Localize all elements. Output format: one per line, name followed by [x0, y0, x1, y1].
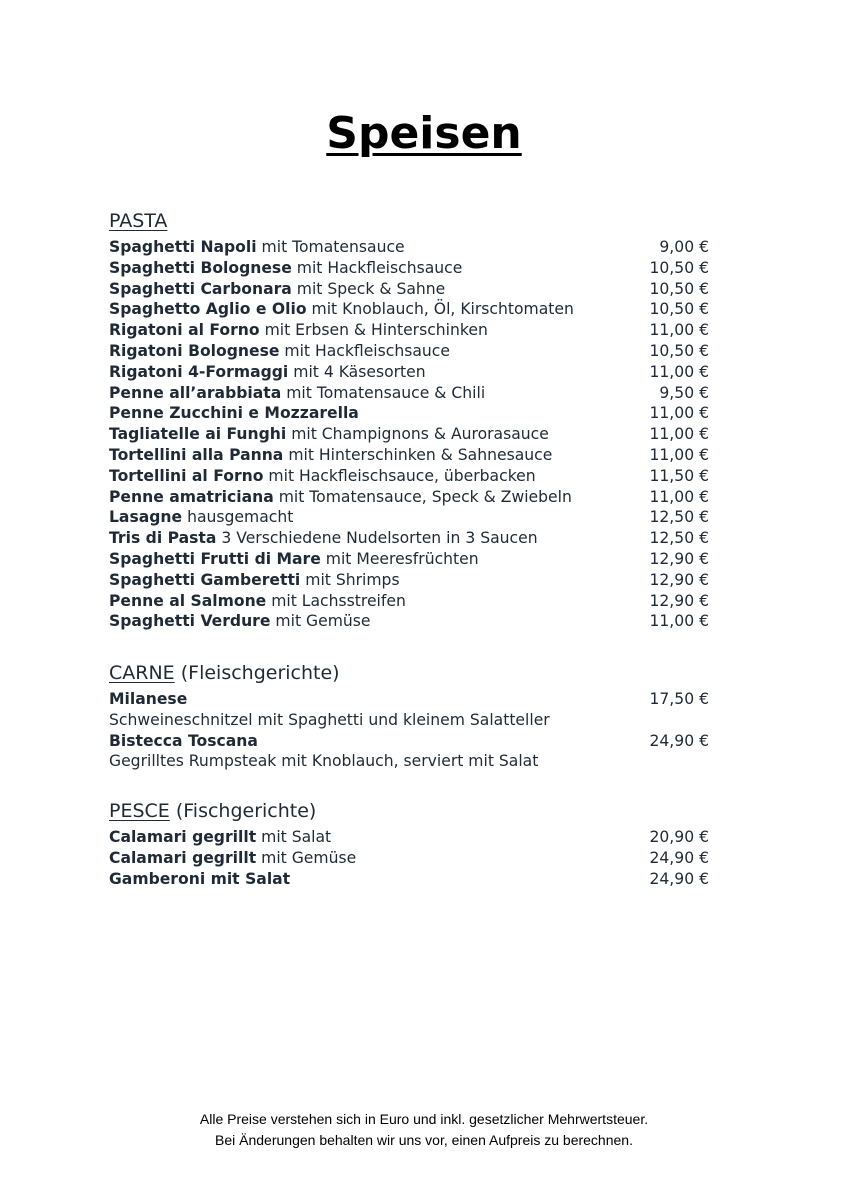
menu-item	[109, 507, 709, 528]
item-description: mit Speck & Sahne	[296, 279, 446, 298]
section-heading-pasta	[109, 209, 709, 233]
menu-item	[109, 237, 709, 258]
carne-list	[109, 689, 709, 772]
item-name: Penne Zucchini e Mozzarella	[109, 404, 359, 423]
item-description: mit Tomatensauce	[261, 238, 405, 256]
menu-item	[109, 299, 709, 320]
carne-section	[109, 661, 709, 772]
item-name: Tortellini al Forno	[109, 466, 264, 485]
item-description: mit 4 Käsesorten	[293, 362, 426, 381]
item-name: Gamberoni mit Salat	[109, 869, 291, 888]
pasta-list	[109, 237, 709, 632]
menu-item	[109, 549, 709, 570]
item-price: 24,90 €	[649, 869, 709, 888]
item-description: mit Hackfleischsauce	[284, 341, 450, 360]
footer-line-1: Alle Preise verstehen sich in Euro und inkl. gesetzlicher Mehrwertsteuer.	[199, 1111, 649, 1127]
item-description: mit Shrimps	[305, 570, 400, 589]
item-name: Rigatoni 4-Formaggi	[109, 362, 289, 381]
section-heading-carne	[109, 661, 709, 685]
item-name: Tortellini alla Panna	[109, 445, 284, 464]
item-price: 12,90 €	[649, 570, 709, 589]
footer-line-2: Bei Änderungen behalten wir uns vor, einen Aufpreis zu berechnen.	[215, 1132, 633, 1148]
menu-item	[109, 258, 709, 279]
menu-item	[109, 689, 709, 710]
item-price: 17,50 €	[649, 690, 709, 708]
item-price: 24,90 €	[649, 731, 709, 750]
item-price: 12,90 €	[649, 549, 709, 568]
pesce-list	[109, 827, 709, 889]
menu-item	[109, 487, 709, 508]
menu-item	[109, 445, 709, 466]
item-price: 10,50 €	[649, 300, 709, 319]
menu-item	[109, 827, 709, 848]
item-price: 10,50 €	[649, 341, 709, 360]
item-price: 9,00 €	[659, 238, 709, 256]
item-description: mit Erbsen & Hinterschinken	[264, 321, 488, 340]
item-description: Schweineschnitzel mit Spaghetti und kleinem Salatteller	[109, 710, 550, 729]
item-description: hausgemacht	[187, 508, 294, 527]
pasta-section	[109, 209, 709, 632]
item-price: 11,00 €	[649, 404, 709, 423]
carne-heading: CARNE	[109, 662, 175, 684]
item-price: 11,00 €	[649, 445, 709, 464]
item-price: 11,00 €	[649, 487, 709, 506]
item-description: Gegrilltes Rumpsteak mit Knoblauch, serviert mit Salat	[109, 752, 539, 771]
menu-item	[109, 362, 709, 383]
menu-item	[109, 591, 709, 612]
item-price: 12,50 €	[649, 508, 709, 527]
item-name: Spaghetto Aglio e Olio	[109, 300, 307, 319]
pesce-heading: PESCE	[109, 800, 170, 822]
item-name: Tagliatelle ai Funghi	[109, 425, 287, 444]
item-price: 12,90 €	[649, 591, 709, 610]
item-description: mit Knoblauch, Öl, Kirschtomaten	[311, 300, 574, 319]
item-description: mit Tomatensauce & Chili	[286, 383, 486, 402]
item-description: mit Tomatensauce, Speck & Zwiebeln	[278, 487, 572, 506]
item-price: 12,50 €	[649, 529, 709, 548]
item-description: mit Meeresfrüchten	[325, 549, 479, 568]
menu-item	[109, 383, 709, 404]
item-price: 11,00 €	[649, 321, 709, 340]
item-description: mit Gemüse	[275, 612, 371, 631]
item-price: 11,00 €	[649, 425, 709, 444]
item-name: Spaghetti Frutti di Mare	[109, 549, 321, 568]
item-description: mit Champignons & Aurorasauce	[291, 425, 549, 444]
item-name: Milanese	[109, 690, 188, 708]
item-description: mit Hackfleischsauce	[296, 258, 463, 277]
menu-item	[109, 570, 709, 591]
item-name: Penne al Salmone	[109, 591, 267, 610]
item-name: Spaghetti Bolognese	[109, 258, 292, 277]
item-name: Spaghetti Gamberetti	[109, 570, 301, 589]
menu-item	[109, 403, 709, 424]
item-price: 20,90 €	[649, 828, 709, 846]
item-name: Spaghetti Napoli	[109, 238, 257, 256]
section-heading-pesce	[109, 799, 709, 823]
item-price: 10,50 €	[649, 258, 709, 277]
page-title: Speisen	[326, 108, 522, 159]
item-name: Calamari gegrillt	[109, 828, 257, 846]
item-name: Rigatoni Bolognese	[109, 341, 280, 360]
pasta-heading: PASTA	[109, 210, 168, 232]
pesce-subheading: (Fischgerichte)	[175, 800, 317, 822]
item-description: mit Gemüse	[261, 848, 357, 867]
item-name: Penne all’arabbiata	[109, 383, 282, 402]
item-name: Lasagne	[109, 508, 183, 527]
menu-item	[109, 869, 709, 890]
item-name: Bistecca Toscana	[109, 731, 258, 750]
pesce-section	[109, 799, 709, 889]
item-name: Spaghetti Verdure	[109, 612, 271, 631]
item-name: Penne amatriciana	[109, 487, 274, 506]
item-description: mit Hinterschinken & Sahnesauce	[288, 445, 553, 464]
item-description: mit Lachsstreifen	[271, 591, 406, 610]
carne-subheading: (Fleischgerichte)	[180, 662, 340, 684]
item-price: 11,50 €	[649, 466, 709, 485]
menu-item	[109, 466, 709, 487]
menu-item	[109, 320, 709, 341]
menu-item	[109, 341, 709, 362]
item-price: 9,50 €	[659, 383, 709, 402]
menu-item	[109, 611, 709, 632]
item-description: mit Salat	[261, 828, 332, 846]
menu-item	[109, 528, 709, 549]
menu-item	[109, 424, 709, 445]
item-name: Calamari gegrillt	[109, 848, 257, 867]
item-name: Tris di Pasta	[109, 529, 217, 548]
item-price: 10,50 €	[649, 279, 709, 298]
item-price: 24,90 €	[649, 848, 709, 867]
footer-note	[0, 1109, 848, 1151]
menu-item	[109, 848, 709, 869]
menu-item	[109, 279, 709, 300]
item-description: 3 Verschiedene Nudelsorten in 3 Saucen	[221, 529, 538, 548]
item-price: 11,00 €	[649, 362, 709, 381]
item-description: mit Hackfleischsauce, überbacken	[268, 466, 536, 485]
item-name: Spaghetti Carbonara	[109, 279, 292, 298]
item-price: 11,00 €	[649, 612, 709, 631]
menu-item	[109, 731, 709, 752]
item-name: Rigatoni al Forno	[109, 321, 260, 340]
